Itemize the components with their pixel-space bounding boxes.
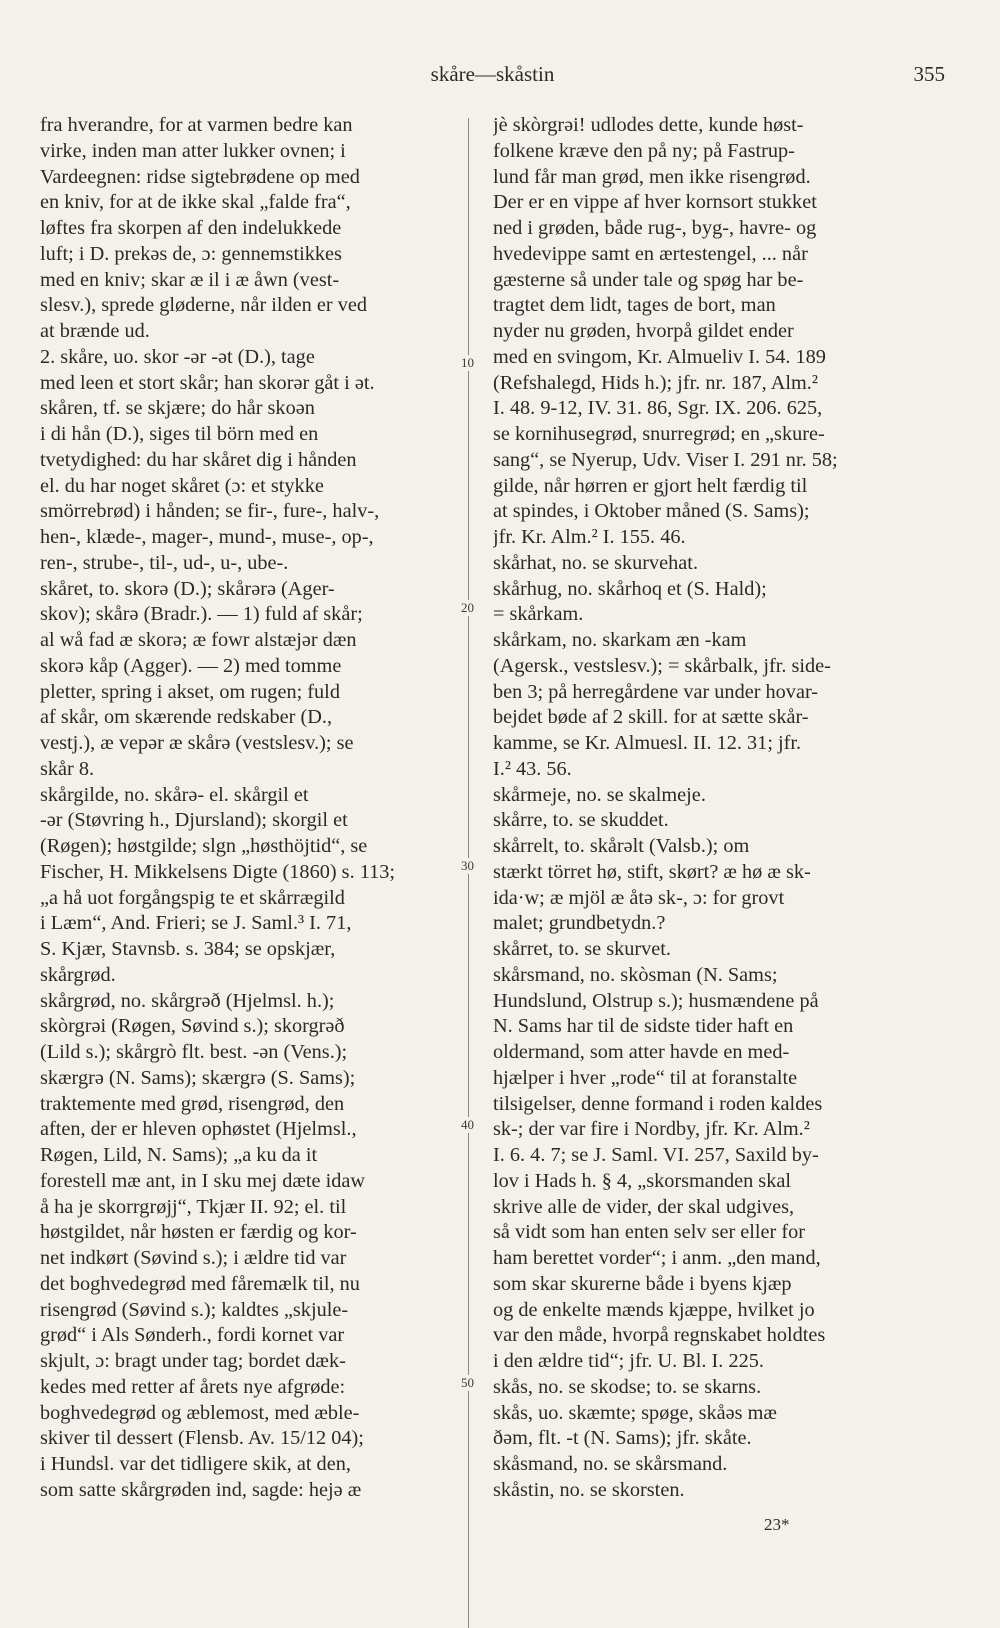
text-line: skåren, tf. se skjære; do hår skoən xyxy=(40,397,315,420)
text-line: net indkørt (Søvind s.); i ældre tid var xyxy=(40,1247,347,1269)
text-line: hjælper i hver „rode“ til at foranstalte xyxy=(493,1066,798,1089)
text-line: skårgrød. xyxy=(40,963,116,986)
text-line: kamme, se Kr. Almuesl. II. 12. 31; jfr. xyxy=(493,732,802,754)
text-line: i Læm“, And. Frieri; se J. Saml.³ I. 71, xyxy=(40,912,352,935)
text-line: skårrelt, to. skårəlt (Valsb.); om xyxy=(493,835,750,857)
text-line: S. Kjær, Stavnsb. s. 384; se opskjær, xyxy=(40,938,336,960)
running-title: skåre—skåstin xyxy=(430,62,555,86)
text-line: I. 48. 9-12, IV. 31. 86, Sgr. IX. 206. 625, xyxy=(493,397,823,420)
text-line: forestell mæ ant, in I sku mej dæte idaw xyxy=(40,1169,366,1192)
text-line: ðəm, flt. -t (N. Sams); jfr. skåte. xyxy=(493,1427,752,1450)
text-line: I.² 43. 56. xyxy=(493,757,572,780)
text-line: høstgildet, når høsten er færdig og kor- xyxy=(40,1221,357,1244)
text-line: aften, der er hleven ophøstet (Hjelmsl., xyxy=(40,1118,357,1141)
line-number-20: 20 xyxy=(461,600,474,615)
text-line: I. 6. 4. 7; se J. Saml. VI. 257, Saxild by- xyxy=(493,1144,819,1166)
text-line: el. du har noget skåret (ɔ: et stykke xyxy=(40,474,324,497)
text-line: skåstin, no. se skorsten. xyxy=(493,1478,685,1501)
text-line: skår 8. xyxy=(40,757,95,780)
text-line: skårmeje, no. se skalmeje. xyxy=(493,783,706,806)
text-line: ren-, strube-, til-, ud-, u-, ube-. xyxy=(40,551,289,574)
text-line: bejdet bøde af 2 skill. for at sætte skår- xyxy=(493,706,809,729)
text-line: skåret, to. skorə (D.); skårərə (Ager- xyxy=(40,577,335,600)
text-line: virke, inden man atter lukker ovnen; i xyxy=(40,139,346,162)
right-column xyxy=(493,113,945,1504)
text-line: boghvedegrød og æblemost, med æble- xyxy=(40,1401,360,1424)
text-line: med en kniv; skar æ il i æ åwn (vest- xyxy=(40,268,340,291)
text-line: skårsmand, no. skòsman (N. Sams; xyxy=(493,963,778,986)
text-line: Røgen, Lild, N. Sams); „a ku da it xyxy=(40,1144,318,1166)
left-column xyxy=(40,113,455,1504)
text-line: tilsigelser, denne formand i roden kaldes xyxy=(493,1092,823,1115)
text-line: skòrgrəi (Røgen, Søvind s.); skorgrəð xyxy=(40,1015,345,1038)
text-line: oldermand, som atter havde en med- xyxy=(493,1041,790,1063)
text-line: nyder nu grøden, hvorpå gildet ender xyxy=(493,320,794,342)
page-number: 355 xyxy=(913,62,945,86)
text-line: hvedevippe samt en ærtestengel, ... når xyxy=(493,242,808,265)
text-line: fra hverandre, for at varmen bedre kan xyxy=(40,114,353,136)
text-line: smörrebrød) i hånden; se fir-, fure-, halv-, xyxy=(40,500,380,523)
text-line: malet; grundbetydn.? xyxy=(493,912,666,935)
text-line: jfr. Kr. Alm.² I. 155. 46. xyxy=(493,526,686,548)
text-line: skårret, to. se skurvet. xyxy=(493,938,671,960)
text-line: som skar skurerne både i byens kjæp xyxy=(493,1272,792,1295)
text-line: skjult, ɔ: bragt under tag; bordet dæk- xyxy=(40,1350,346,1372)
text-line: Fischer, H. Mikkelsens Digte (1860) s. 113; xyxy=(40,860,396,883)
text-line: skåsmand, no. se skårsmand. xyxy=(493,1453,728,1475)
line-number-30: 30 xyxy=(461,858,474,873)
text-line: det boghvedegrød med fåremælk til, nu xyxy=(40,1272,360,1295)
text-line: grød“ i Als Sønderh., fordi kornet var xyxy=(40,1324,345,1347)
page-header xyxy=(40,62,945,92)
text-line: N. Sams har til de sidste tider haft en xyxy=(493,1015,794,1038)
text-line: pletter, spring i akset, om rugen; fuld xyxy=(40,680,340,703)
text-line: „a hå uot forgångspig te et skårrægild xyxy=(40,886,345,909)
text-line: risengrød (Søvind s.); kaldtes „skjule- xyxy=(40,1298,349,1321)
text-line: skås, no. se skodse; to. se skarns. xyxy=(493,1375,762,1398)
text-line: Vardeegnen: ridse sigtebrødene op med xyxy=(40,165,360,188)
text-line: skov); skårə (Bradr.). — 1) fuld af skår; xyxy=(40,603,363,626)
text-line: gilde, når hørren er gjort helt færdig til xyxy=(493,474,808,497)
text-line: skås, uo. skæmte; spøge, skåəs mæ xyxy=(493,1401,777,1424)
text-line: Der er en vippe af hver kornsort stukket xyxy=(493,191,817,214)
text-line: (Agersk., vestslesv.); = skårbalk, jfr. side- xyxy=(493,654,831,677)
text-line: skiver til dessert (Flensb. Av. 15/12 04); xyxy=(40,1427,364,1450)
text-line: at brænde ud. xyxy=(40,320,150,342)
text-line: skrive alle de vider, der skal udgives, xyxy=(493,1195,795,1218)
text-line: se kornihusegrød, snurregrød; en „skure- xyxy=(493,423,825,445)
text-line: jè skòrgrəi! udlodes dette, kunde høst- xyxy=(493,114,804,136)
text-line: (Røgen); høstgilde; slgn „høsthöjtid“, se xyxy=(40,835,368,857)
text-line: med en svingom, Kr. Almueliv I. 54. 189 xyxy=(493,345,826,368)
text-line: i di hån (D.), siges til börn med en xyxy=(40,423,319,445)
text-line: al wå fad æ skorə; æ fowr alstæjər dæn xyxy=(40,629,357,651)
line-number-50: 50 xyxy=(461,1375,474,1390)
text-line: lov i Hads h. § 4, „skorsmanden skal xyxy=(493,1169,791,1192)
text-line: kedes med retter af årets nye afgrøde: xyxy=(40,1375,346,1398)
text-line: Hundslund, Olstrup s.); husmændene på xyxy=(493,989,819,1012)
text-line: traktemente med grød, risengrød, den xyxy=(40,1092,345,1115)
text-line: ned i grøden, både rug-, byg-, havre- og xyxy=(493,217,817,239)
text-line: at spindes, i Oktober måned (S. Sams); xyxy=(493,500,810,523)
text-line: som satte skårgrøden ind, sagde: hejə æ xyxy=(40,1478,362,1501)
text-line: skårkam, no. skarkam æn -kam xyxy=(493,629,747,651)
line-number-40: 40 xyxy=(461,1117,474,1132)
line-number-10: 10 xyxy=(461,355,474,370)
text-line: tragtet dem lidt, tages de bort, man xyxy=(493,294,776,317)
text-line: vestj.), æ vepər æ skårə (vestslesv.); se xyxy=(40,732,354,754)
text-line: så vidt som han enten selv ser eller for xyxy=(493,1221,806,1244)
text-line: skårre, to. se skuddet. xyxy=(493,809,669,832)
text-line: sang“, se Nyerup, Udv. Viser I. 291 nr. 58; xyxy=(493,448,838,471)
text-line: i den ældre tid“; jfr. U. Bl. I. 225. xyxy=(493,1350,764,1372)
text-line: lund får man grød, men ikke risengrød. xyxy=(493,165,811,188)
text-line: skårhat, no. se skurvehat. xyxy=(493,551,699,574)
text-line: (Lild s.); skårgrò flt. best. -ən (Vens.); xyxy=(40,1041,348,1063)
text-line: ben 3; på herregårdene var under hovar- xyxy=(493,680,819,703)
text-line: ida·w; æ mjöl æ åtə sk-, ɔ: for grovt xyxy=(493,886,785,909)
signature-mark: 23* xyxy=(764,1515,790,1534)
text-line: å ha je skorrgrøjj“, Tkjær II. 92; el. til xyxy=(40,1195,347,1218)
text-line: (Refshalegd, Hids h.); jfr. nr. 187, Alm.² xyxy=(493,371,818,394)
text-line: skærgrə (N. Sams); skærgrə (S. Sams); xyxy=(40,1066,356,1089)
text-line: var den måde, hvorpå regnskabet holdtes xyxy=(493,1324,826,1347)
text-line: en kniv, for at de ikke skal „falde fra“, xyxy=(40,191,351,214)
text-line: løftes fra skorpen af den indelukkede xyxy=(40,217,342,239)
text-line: luft; i D. prekəs de, ɔ: gennemstikkes xyxy=(40,242,342,265)
text-line: af skår, om skærende redskaber (D., xyxy=(40,706,333,729)
text-line: skårhug, no. skårhoq et (S. Hald); xyxy=(493,577,767,600)
text-line: skårgrød, no. skårgrəð (Hjelmsl. h.); xyxy=(40,989,335,1012)
text-line: tvetydighed: du har skåret dig i hånden xyxy=(40,448,357,471)
text-line: = skårkam. xyxy=(493,603,584,626)
text-line: ham berettet vorder“; i anm. „den mand, xyxy=(493,1247,821,1269)
text-line: stærkt törret hø, stift, skørt? æ hø æ sk- xyxy=(493,860,811,883)
text-line: sk-; der var fire i Nordby, jfr. Kr. Alm.² xyxy=(493,1118,810,1141)
text-line: 2. skåre, uo. skor -ər -ət (D.), tage xyxy=(40,345,315,368)
text-line: slesv.), sprede gløderne, når ilden er ved xyxy=(40,294,368,317)
text-line: hen-, klæde-, mager-, mund-, muse-, op-, xyxy=(40,526,374,548)
text-line: folkene kræve den på ny; på Fastrup- xyxy=(493,139,795,162)
text-line: i Hundsl. var det tidligere skik, at den, xyxy=(40,1453,351,1475)
text-line: skårgilde, no. skårə- el. skårgil et xyxy=(40,783,309,806)
text-line: gæsterne så under tale og spøg har be- xyxy=(493,268,804,291)
text-line: skorə kåp (Agger). — 2) med tomme xyxy=(40,654,342,677)
text-line: -ər (Støvring h., Djursland); skorgil et xyxy=(40,809,348,832)
text-line: og de enkelte mænds kjæppe, hvilket jo xyxy=(493,1298,815,1321)
text-line: med leen et stort skår; han skorər gåt i ət. xyxy=(40,371,375,394)
